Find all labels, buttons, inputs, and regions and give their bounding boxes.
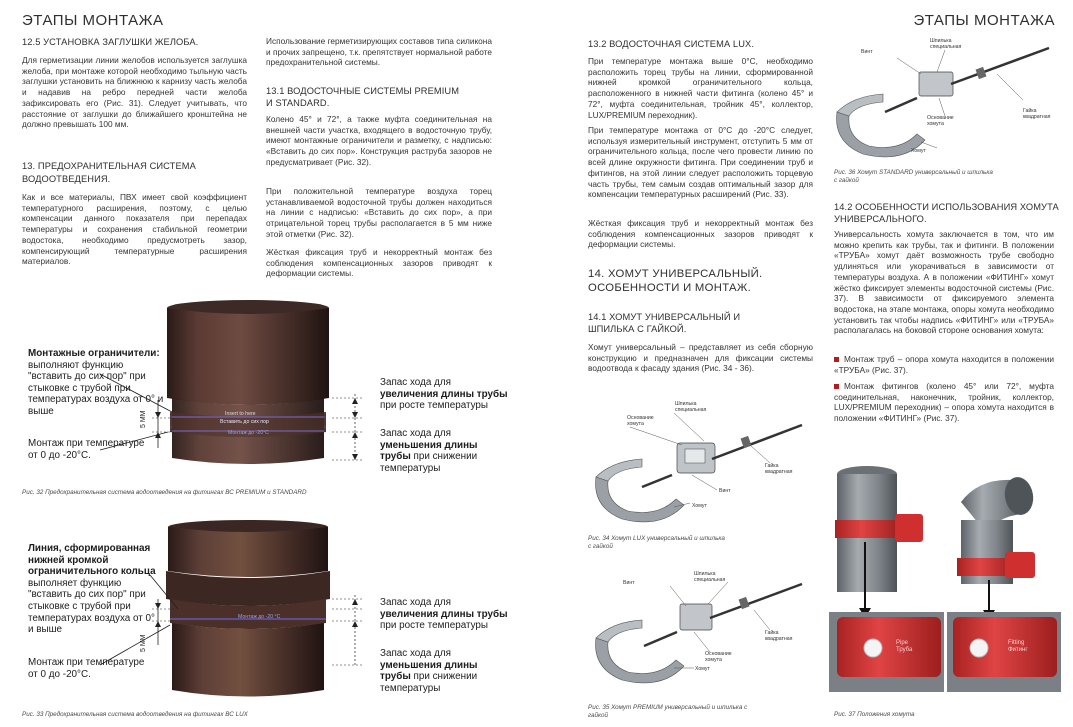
section-12-5-title: 12.5 УСТАНОВКА ЗАГЛУШКИ ЖЕЛОБА. — [22, 37, 199, 47]
fig33-mark-minus20: Монтаж до -20 °С — [238, 614, 281, 620]
fig36-label-base: Основание хомута — [927, 115, 954, 127]
section-13-2-title: 13.2 ВОДОСТОЧНАЯ СИСТЕМА LUX. — [588, 39, 755, 49]
standard-clamp-base — [919, 72, 953, 96]
fig32-annotation-bold: Монтажные ограничители: — [28, 348, 160, 359]
fig35-caption: Рис. 35 Хомут PREMIUM универсальный и шпилька с гайкой — [588, 704, 748, 719]
fig35-label-stud: Шпилька специальная — [694, 571, 726, 583]
lux-square-nut — [741, 436, 752, 448]
bullet-fitting-text: Монтаж фитингов (колено 45° или 72°, муфта соединительная, наконечник, тройник, коллектор, LUX/PREMIUM переходник) – опора хомута находится в положении «ФИТИНГ» (Рис. 37). — [834, 381, 1054, 424]
fig32-annotation-limiters — [28, 348, 168, 418]
standard-square-nut — [976, 67, 987, 79]
bullet-pipe — [834, 354, 1054, 375]
fig33-r2-a: Запас хода для — [380, 648, 451, 659]
sealant-warning-text: Использование герметизирующих составов типа силикона и прочих запрещено, т.к. препятствует нормальной работе предохранительной системы. — [266, 36, 492, 68]
bullet-marker — [834, 384, 839, 389]
fig32-r2-a: Запас хода для — [380, 428, 451, 439]
right-page — [537, 0, 1073, 727]
section-14-title: 14. ХОМУТ УНИВЕРСАЛЬНЫЙ. ОСОБЕННОСТИ И МОНТАЖ. — [588, 268, 763, 294]
fig33-annotation-bold: Линия, сформированная нижней кромкой ограничительного кольца — [28, 543, 156, 578]
fig33-r2-b: уменьшения длины трубы — [380, 659, 478, 683]
fig36-label-stud: Шпилька специальная — [930, 38, 962, 50]
fig34-label-clamp: Хомут — [692, 503, 707, 509]
fig33-annotation-line — [28, 543, 160, 636]
fig35-label-nut: Гайка квадратная — [765, 630, 793, 642]
fig34-label-screw: Винт — [719, 488, 731, 494]
fig33-r1-b: увеличения длины трубы — [380, 608, 508, 620]
fig33-caption: Рис. 33 Предохранительная система водоотведения на фитингах ВС LUX — [22, 711, 248, 718]
fig32-reserve-decrease — [380, 428, 510, 474]
premium-clamp-base — [680, 604, 712, 630]
fig35-label-base: Основание хомута — [705, 651, 732, 663]
left-page-header: ЭТАПЫ МОНТАЖА — [22, 12, 164, 29]
section-13-1-title: 13.1 ВОДОСТОЧНЫЕ СИСТЕМЫ PREMIUM И STANDARD. — [266, 86, 460, 108]
section-14-2-title: 14.2 ОСОБЕННОСТИ ИСПОЛЬЗОВАНИЯ ХОМУТА УНИВЕРСАЛЬНОГО. — [834, 202, 1059, 224]
fig32-r1-b: увеличения длины трубы — [380, 388, 508, 400]
section-14-1-title: 14.1 ХОМУТ УНИВЕРСАЛЬНЫЙ И ШПИЛЬКА С ГАЙКОЙ. — [588, 312, 741, 334]
section-13-2-text-2: При температуре монтажа от 0°С до -20°С следует, используя измерительный инструмент, отступить 5 мм от ограничительного кольца, после чего провести линию по всей длине окружности фитинга. При соединении труб и фитингов, на этой линии следует расположить торцевую часть трубы, тем самым создав оптимальный зазор для компенсации температурных расширений (Рис. 33). — [588, 125, 813, 200]
lux-clamp-ring — [596, 477, 684, 522]
fig37-caption: Рис. 37 Положения хомута — [834, 711, 915, 718]
bullet-fitting — [834, 381, 1054, 424]
bullet-marker — [834, 357, 839, 362]
section-14-2-text: Универсальность хомута заключается в том, что им можно крепить как трубы, так и фитинги. В положении «ТРУБА» хомут даёт возможность трубе свободно удлиняться или укорачиваться в зависимости от температуры воздуха. А в положении «ФИТИНГ» хомут жёстко фиксирует элементы водосточной системы (Рис. 37). В зависимости от фиксируемого элемента водостока, на этапе монтажа, опоры хомута необходимо установить так чтобы надпись «ФИТИНГ» или «ТРУБА» располагалась на боковой стороне основания хомута: — [834, 229, 1054, 336]
section-13-title: 13. ПРЕДОХРАНИТЕЛЬНАЯ СИСТЕМА ВОДООТВЕДЕНИЯ. — [22, 161, 196, 184]
section-13-2-text-1: При температуре монтажа выше 0°С, необходимо расположить торец трубы на линии, сформированной нижней кромкой ограничительного кольца, расположенного в нижней части фитинга (колено 45° и 72°, муфта соединительная, тройник 45°, коллектор, LUX/PREMIUM переходник). — [588, 56, 813, 120]
lux-fitting-lower — [172, 623, 324, 697]
fig32-reserve-increase — [380, 377, 510, 412]
fig37-zoom-pipe-label — [896, 640, 912, 654]
fig35-label-screw: Винт — [623, 580, 635, 586]
fig33-reserve-decrease — [380, 648, 510, 694]
fig37-pipe-ru: Труба — [896, 647, 913, 653]
fig32-mark-vstavit: Вставить до сих пор — [220, 419, 269, 425]
right-page-header: ЭТАПЫ МОНТАЖА — [913, 12, 1055, 29]
fig34-label-stud: Шпилька специальная — [675, 401, 707, 413]
fig32-mark-insert: Insert to here — [225, 411, 256, 417]
fig37-fitting-ru: Фитинг — [1008, 647, 1028, 653]
fig32-annotation-rest: выполняют функцию "вставить до сих пор" при стыковке с трубой при температурах воздуха от 0° и выше — [28, 359, 164, 417]
fig33-r1-c: при росте температуры — [380, 620, 489, 632]
premium-clamp-ring — [596, 638, 684, 683]
fig33-r2-c: при снижении температуры — [380, 671, 478, 694]
fig34-caption: Рис. 34 Хомут LUX универсальный и шпилька с гайкой — [588, 535, 725, 550]
section-13-1-text-1: Колено 45° и 72°, а также муфта соединительная на внешней части участка, входящего в водосточную трубу, имеют монтажные ограничители и разметку, с надписью: «Вставить до сих пор». Конструкция раструба зазоров не предусматривает (Рис. 32). — [266, 114, 492, 167]
section-14-1-text: Хомут универсальный – представляет из себя сборную конструкцию и предназначен для фиксации системы водоотвода к фасаду здания (Рис. 34 - 36). — [588, 342, 813, 374]
fig33-annotation-mounting: Монтаж при температуре от 0 до -20°С. — [28, 657, 145, 680]
fig34-label-base: Основание хомута — [627, 415, 654, 427]
fig32-caption: Рис. 32 Предохранительная система водоотведения на фитингах ВС PREMIUM и STANDARD — [22, 489, 307, 496]
standard-stud — [951, 48, 1049, 84]
fig33-reserve-increase — [380, 597, 510, 632]
lux-stud — [712, 425, 802, 459]
fig37-fitting-en: Fitting — [1008, 640, 1025, 646]
bullet-pipe-text: Монтаж труб – опора хомута находится в положении «ТРУБА» (Рис. 37). — [834, 354, 1054, 375]
fig36-label-nut: Гайка квадратная — [1023, 108, 1051, 120]
section-13-text: Как и все материалы, ПВХ имеет свой коэффициент температурного расширения, поэтому, с целью компенсации данного показателя при перепадах температуры и сохранения стабильной геометрии водостока, необходимо предусмотреть зазор, компенсирующий температурные расширения материалов. — [22, 192, 247, 267]
fig32-mark-minus20: Монтаж до -20°С — [228, 430, 269, 436]
fig34-label-nut: Гайка квадратная — [765, 463, 793, 475]
fig36-label-clamp: Хомут — [911, 148, 926, 154]
fig32-r2-c: при снижении температуры — [380, 451, 478, 474]
fig32-annotation-mounting: Монтаж при температуре от 0 до -20°С. — [28, 438, 145, 461]
figure-36-drawing — [827, 38, 1067, 166]
fig33-dim-label: 5 ММ — [140, 634, 147, 652]
section-12-5-text: Для герметизации линии желобов используется заглушка желоба, при монтаже которой необходимо тыльную часть заглушки установить на ближнюю к карнизу часть желоба и надавив на ребро передней части желоба зафиксировать его (Рис. 31). Следует учитывать, что расстояние от заглушки до ближайшего кронштейна не должно превышать 100 мм. — [22, 55, 247, 130]
fig37-pipe-en: Pipe — [896, 640, 909, 646]
fig33-r1-a: Запас хода для — [380, 597, 451, 608]
fig32-r2-b: уменьшения длины трубы — [380, 439, 478, 463]
figure-37-drawing — [829, 462, 1061, 707]
fig37-zoom-fitting-label — [1008, 640, 1028, 654]
fig32-r1-a: Запас хода для — [380, 377, 451, 388]
section-13-1-text-3: Жёсткая фиксация труб и некорректный монтаж без соблюдения компенсационных зазоров приводят к деформации системы. — [266, 247, 492, 279]
fig32-r1-c: при росте температуры — [380, 400, 489, 412]
section-13-1-text-2: При положительной температуре воздуха торец устанавливаемой водосточной трубы должен находиться на линии с надписью: «Вставить до сих пор», а при отрицательной торец трубы располагается в 5 мм ниже этой отметки (Рис. 32). — [266, 186, 492, 239]
fig33-annotation-rest: выполняет функцию "вставить до сих пор" при стыковке с трубой при температурах воздуха от 0° и выше — [28, 577, 155, 636]
left-page — [0, 0, 536, 727]
fig36-label-screw: Винт — [861, 49, 873, 55]
lux-fitting-upper — [168, 527, 328, 577]
section-13-2-text-3: Жёсткая фиксация труб и некорректный монтаж без соблюдения компенсационных зазоров приводят к деформации системы. — [588, 218, 813, 250]
fig35-label-clamp: Хомут — [695, 666, 710, 672]
fitting-upper-body — [167, 308, 329, 405]
fig32-dim-label: 5 ММ — [140, 410, 147, 428]
clamp-pipe-position — [835, 520, 901, 538]
fig36-caption: Рис. 36 Хомут STANDARD универсальный и шпилька с гайкой — [834, 169, 993, 184]
